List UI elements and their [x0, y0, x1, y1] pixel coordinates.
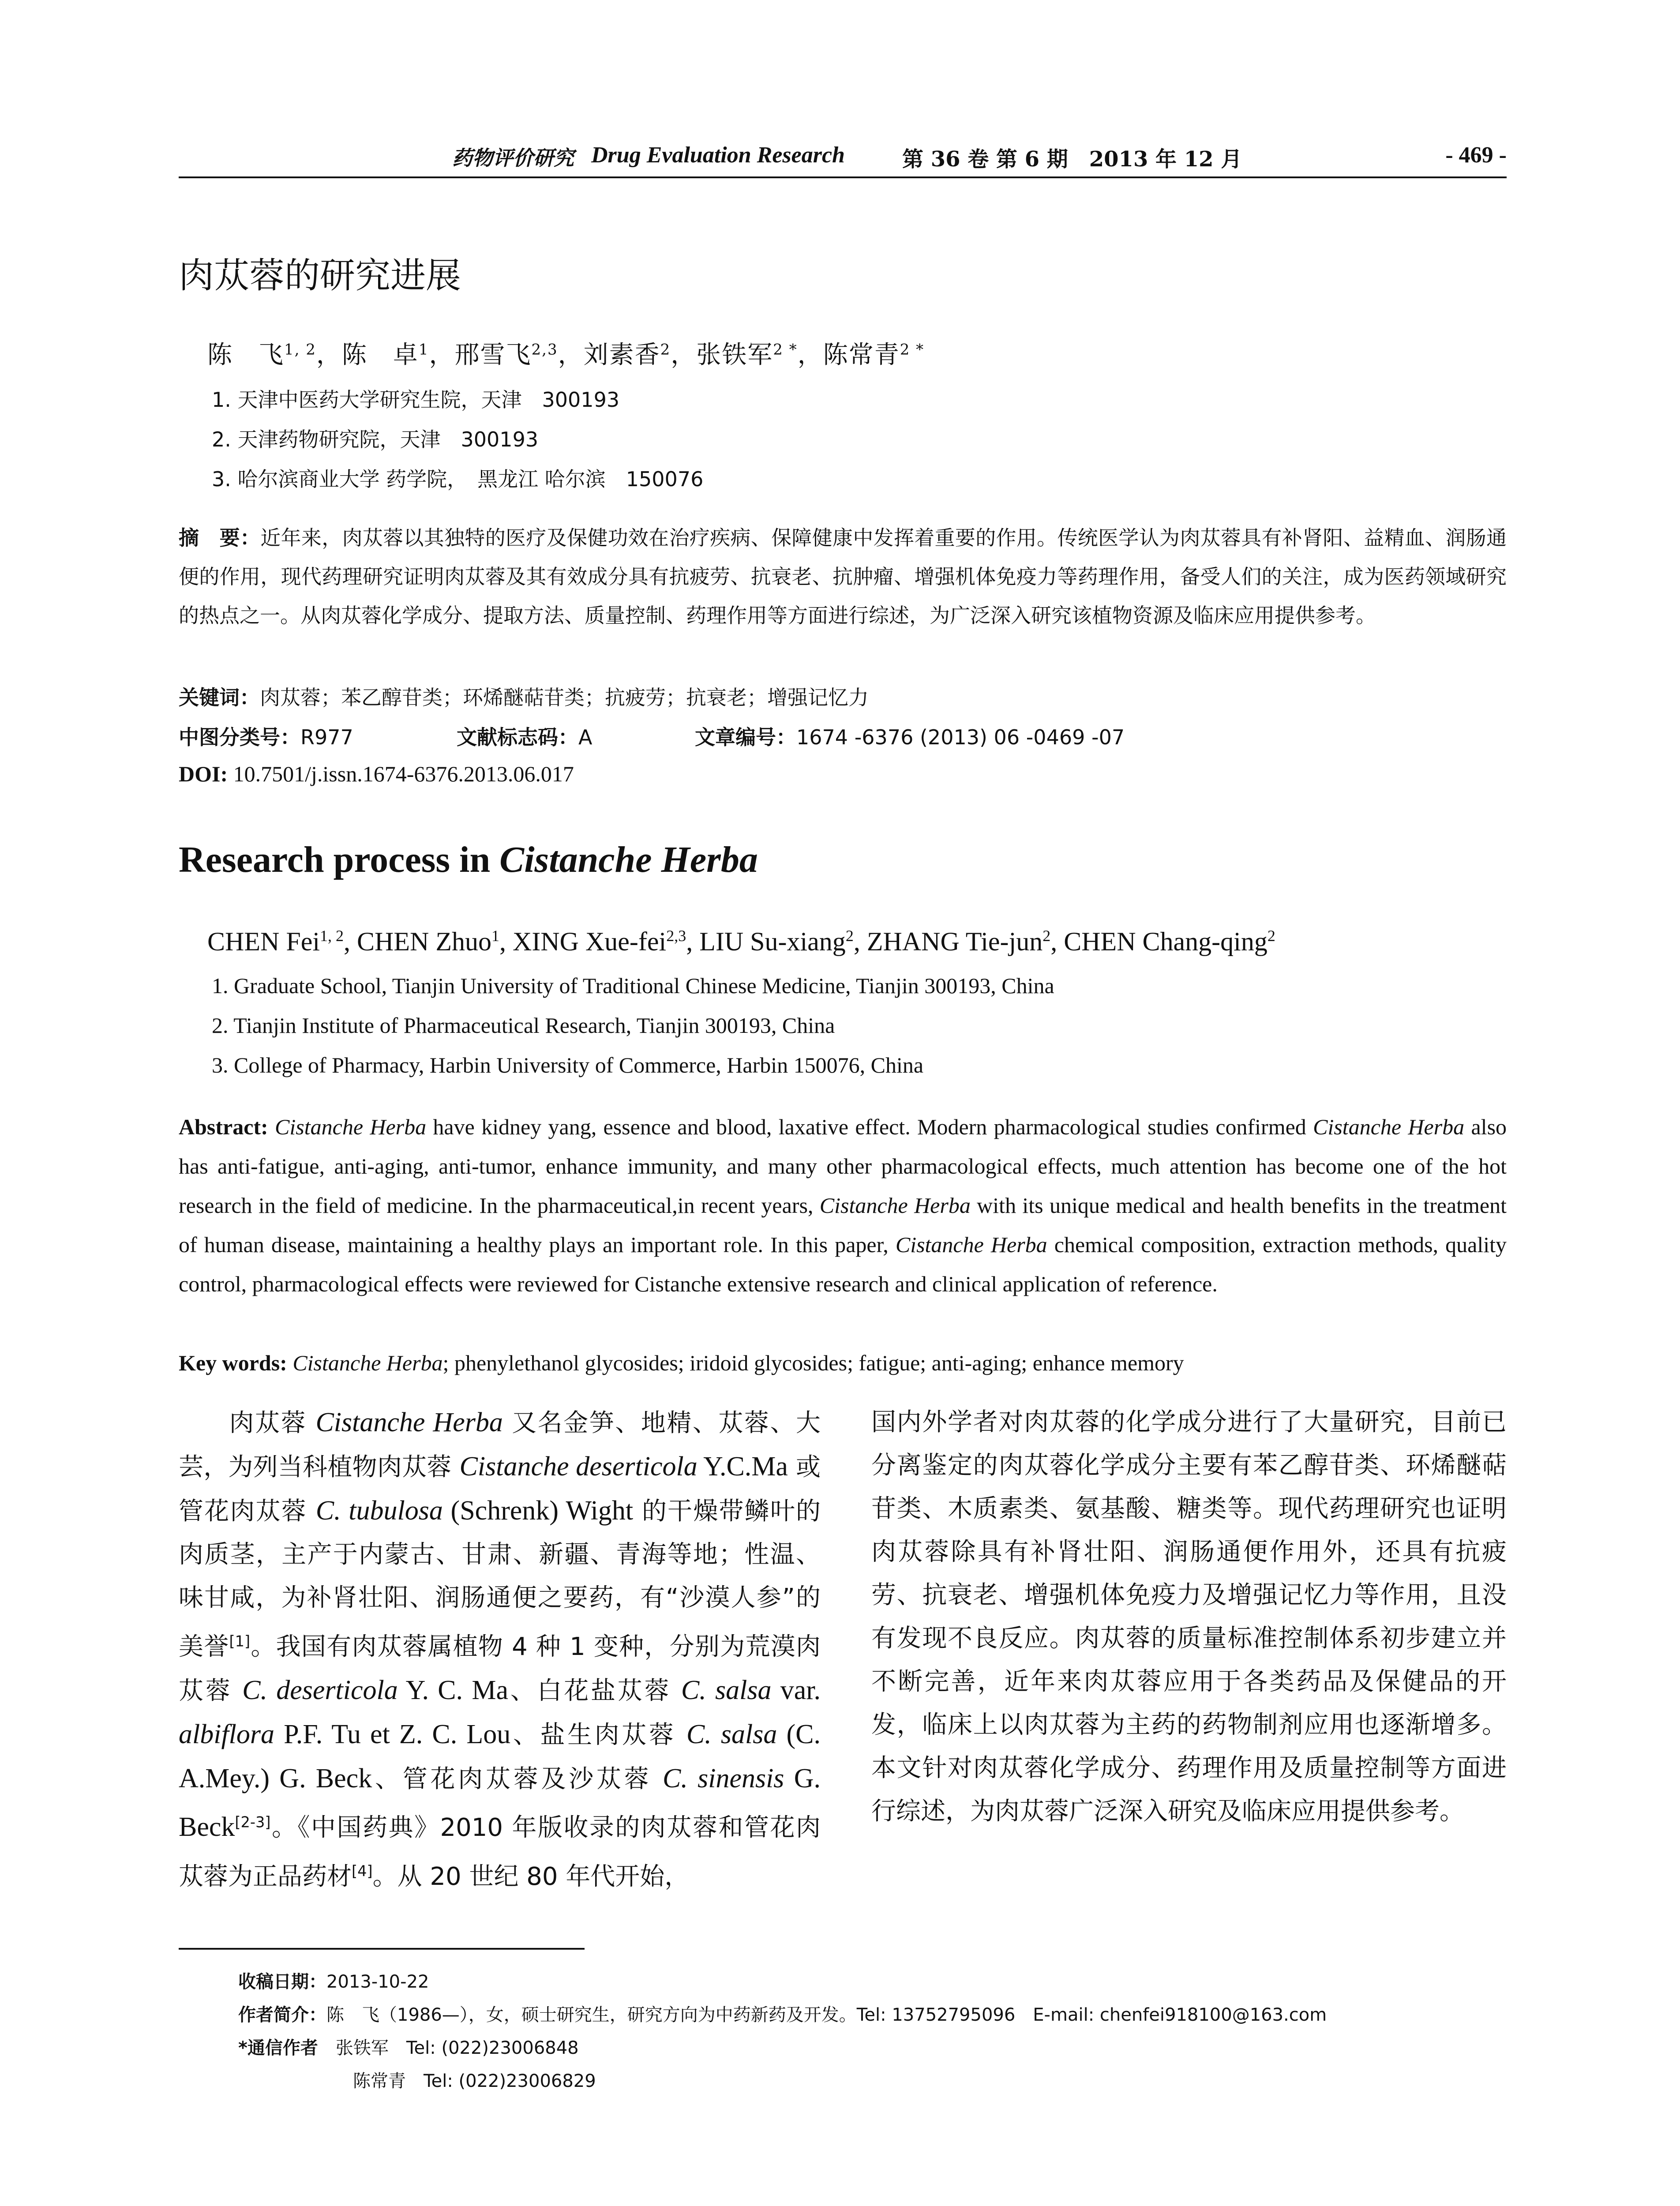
- text-run: G. Beck: [179, 1763, 821, 1842]
- author-name: CHEN Fei: [207, 927, 320, 956]
- footnote-divider: [179, 1948, 585, 1950]
- keywords-label-cn: 关键词：: [179, 686, 260, 709]
- author-name: 刘素香: [583, 341, 660, 369]
- italic-term: Cistanche Herba: [275, 1114, 427, 1139]
- author-affiliation-mark: 2,3: [531, 341, 558, 359]
- body-column-left: [179, 1401, 821, 1898]
- author-list-cn: 陈 飞$^{1, 2}$，陈 卓$^1$，邢雪飞$^{2,3}$，刘素香$^2$，张铁军$^{2 *}$，陈常青$^{2 *}$: [207, 341, 925, 369]
- text-run: 。《中国药典》2010 年版收录的肉苁蓉和管花肉苁蓉为正品药材: [179, 1813, 821, 1891]
- footnote-author-bio: [238, 2001, 1327, 2026]
- citation-mark: [1]: [229, 1632, 251, 1650]
- classification-line: [179, 721, 1125, 750]
- author-affiliation-mark: 2 *: [900, 341, 925, 359]
- text-run: 。我国有肉苁蓉属植物 4 种 1 变种，分别为荒漠肉苁蓉: [179, 1632, 821, 1705]
- italic-term: C. sinensis: [662, 1763, 784, 1793]
- italic-term: Cistanche Herba: [1313, 1114, 1465, 1139]
- doi-line: [179, 761, 574, 787]
- text-run: 的干燥带鳞叶的肉质茎，主产于内蒙古、甘肃、新疆、青海等地；性温、味甘咸，为补肾壮阳、润肠通便之要药，有“沙漠人参”的美誉: [179, 1497, 821, 1661]
- citation-mark: [2-3]: [235, 1813, 271, 1831]
- keywords-label-en: Key words:: [179, 1351, 287, 1375]
- keywords-en: [179, 1343, 1507, 1383]
- affiliation-en-2: 2. Tianjin Institute of Pharmaceutical Research, Tianjin 300193, China: [212, 1013, 835, 1038]
- text-run: 肉苁蓉: [228, 1409, 316, 1437]
- abstract-text-en: [179, 1114, 1507, 1296]
- text-run: with its unique medical and health benefits in the treatment of human disease, maintaining a healthy plays an important role. In this paper,: [179, 1193, 1507, 1257]
- text-run: (Schrenk) Wight: [442, 1496, 634, 1526]
- text-run: ; phenylethanol glycosides; iridoid glycosides; fatigue; anti-aging; enhance memory: [442, 1351, 1184, 1375]
- author-affiliation-mark: 2: [1042, 927, 1051, 945]
- affiliation-en-1: 1. Graduate School, Tianjin University of Traditional Chinese Medicine, Tianjin 300193, China: [212, 973, 1054, 998]
- clc-value: R977: [300, 725, 353, 749]
- title-en-italic: Cistanche Herba: [499, 839, 758, 880]
- text-run: chemical composition, extraction methods, quality control, pharmacological effects were reviewed for Cistanche extensive research and clinical application of reference.: [179, 1232, 1507, 1296]
- abstract-label-cn: 摘 要：: [179, 526, 261, 550]
- author-name: CHEN Chang-qing: [1064, 927, 1268, 956]
- text-run: 、白花盐苁蓉: [508, 1676, 681, 1705]
- paper-title-en: [179, 838, 758, 881]
- author-name: 邢雪飞: [454, 341, 532, 369]
- article-no-label: 文章编号：: [695, 725, 796, 749]
- text-run: 、管花肉苁蓉及沙苁蓉: [372, 1764, 663, 1793]
- article-no-value: 1674 -6376 (2013) 06 -0469 -07: [796, 725, 1125, 749]
- text-run: 或管花肉苁蓉: [179, 1453, 821, 1526]
- italic-term: Cistanche Herba: [292, 1351, 443, 1375]
- abstract-label-en: Abstract:: [179, 1114, 268, 1139]
- italic-term: Cistanche Herba: [819, 1193, 971, 1218]
- author-name: LIU Su-xiang: [699, 927, 846, 956]
- text-run: var.: [771, 1675, 821, 1705]
- text-run: have kidney yang, essence and blood, laxative effect. Modern pharmacological studies confirmed: [426, 1114, 1313, 1139]
- abstract-cn: [179, 518, 1507, 635]
- bio-text: 陈 飞（1986—），女，硕士研究生，研究方向为中药新药及开发。Tel: 13752795096 E-mail: chenfei918100@163.com: [326, 2005, 1327, 2025]
- author-affiliation-mark: 2 *: [773, 341, 798, 359]
- text-run: 又名金笋、地精、苁蓉、大芸，为列当科植物肉苁蓉: [179, 1409, 821, 1482]
- author-name: ZHANG Tie-jun: [866, 927, 1043, 956]
- affiliation-en-3: 3. College of Pharmacy, Harbin University of Commerce, Harbin 150076, China: [212, 1053, 924, 1077]
- text-run: Y.C.Ma: [697, 1452, 788, 1482]
- doi-link[interactable]: 10.7501/j.issn.1674-6376.2013.06.017: [233, 762, 574, 786]
- keywords-text-en: [292, 1351, 1184, 1375]
- page-number: - 469 -: [1445, 143, 1507, 168]
- author-affiliation-mark: 1: [491, 927, 499, 945]
- affiliation-cn-2: 2. 天津药物研究院，天津 300193: [212, 428, 539, 451]
- footnote-received: [238, 1968, 429, 1993]
- header-divider: [179, 176, 1507, 178]
- author-name: XING Xue-fei: [512, 927, 667, 956]
- italic-term: C. deserticola: [242, 1675, 398, 1705]
- author-name: 张铁军: [696, 341, 773, 369]
- italic-term: albiflora: [179, 1719, 275, 1749]
- clc-label: 中图分类号：: [179, 725, 300, 749]
- doc-code-label: 文献标志码：: [457, 725, 578, 749]
- author-affiliation-mark: 2: [845, 927, 854, 945]
- italic-term: C. salsa: [681, 1675, 772, 1705]
- running-header: [179, 140, 1507, 171]
- body-column-right: 国内外学者对肉苁蓉的化学成分进行了大量研究，目前已分离鉴定的肉苁蓉化学成分主要有苯乙醇苷类、环烯醚萜苷类、木质素类、氨基酸、糖类等。现代药理研究也证明肉苁蓉除具有补肾壮阳、润肠通便作用外，还具有抗疲劳、抗衰老、增强机体免疫力及增强记忆力等作用，且没有发现不良反应。肉苁蓉的质量标准控制体系初步建立并不断完善，近年来肉苁蓉应用于各类药品及保健品的开发，临床上以肉苁蓉为主药的药物制剂应用也逐渐增多。本文针对肉苁蓉化学成分、药理作用及质量控制等方面进行综述，为肉苁蓉广泛深入研究及临床应用提供参考。: [871, 1408, 1507, 1826]
- doc-code-value: A: [578, 725, 592, 749]
- abstract-en: [179, 1107, 1507, 1304]
- italic-term: C. tubulosa: [315, 1496, 443, 1526]
- affiliation-cn-1: 1. 天津中医药大学研究生院，天津 300193: [212, 388, 620, 412]
- footnote-corresponding: [238, 2034, 579, 2059]
- doi-label: DOI:: [179, 762, 228, 786]
- author-affiliation-mark: 2: [1267, 927, 1275, 945]
- author-affiliation-mark: 1: [418, 341, 429, 359]
- text-run: Y. C. Ma: [398, 1675, 508, 1705]
- author-name: 陈常青: [823, 341, 900, 369]
- author-name: 陈 卓: [341, 341, 419, 369]
- text-run: 。从 20 世纪 80 年代开始，: [372, 1862, 690, 1891]
- issue-info: 第 36 卷 第 6 期 2013 年 12 月: [902, 147, 1242, 172]
- footnote-corresponding-2: 陈常青 Tel: (022)23006829: [353, 2071, 596, 2091]
- author-name: 陈 飞: [207, 341, 284, 369]
- bio-label: 作者简介：: [238, 2005, 326, 2025]
- abstract-text-cn: 近年来，肉苁蓉以其独特的医疗及保健功效在治疗疾病、保障健康中发挥着重要的作用。传统医学认为肉苁蓉具有补肾阳、益精血、润肠通便的作用，现代药理研究证明肉苁蓉及其有效成分具有抗疲劳、抗衰老、抗肿瘤、增强机体免疫力等药理作用，备受人们的关注，成为医药领域研究的热点之一。从肉苁蓉化学成分、提取方法、质量控制、药理作用等方面进行综述，为广泛深入研究该植物资源及临床应用提供参考。: [179, 526, 1507, 627]
- italic-term: Cistanche deserticola: [459, 1452, 698, 1482]
- text-run: P.F. Tu et Z. C. Lou: [274, 1719, 511, 1749]
- author-affiliation-mark: 2: [660, 341, 671, 359]
- author-affiliation-mark: 1, 2: [320, 927, 344, 945]
- journal-logo-cn: 药物评价研究: [452, 146, 574, 170]
- corr-label: *通信作者: [238, 2038, 318, 2058]
- received-date: 2013-10-22: [326, 1972, 429, 1992]
- affiliation-cn-3: 3. 哈尔滨商业大学 药学院， 黑龙江 哈尔滨 150076: [212, 467, 704, 491]
- citation-mark: [4]: [352, 1862, 373, 1880]
- author-affiliation-mark: 2,3: [666, 927, 686, 945]
- journal-name: Drug Evaluation Research: [591, 143, 845, 168]
- keywords-text-cn: 肉苁蓉；苯乙醇苷类；环烯醚萜苷类；抗疲劳；抗衰老；增强记忆力: [260, 686, 869, 709]
- author-affiliation-mark: 1, 2: [284, 341, 316, 359]
- italic-term: C. salsa: [686, 1719, 777, 1749]
- received-label: 收稿日期：: [238, 1972, 326, 1992]
- paper-title-cn: 肉苁蓉的研究进展: [179, 255, 461, 296]
- author-name: CHEN Zhuo: [357, 927, 491, 956]
- body-text-left: [179, 1409, 821, 1891]
- italic-term: Cistanche Herba: [895, 1232, 1047, 1257]
- text-run: (C. A.Mey.) G. Beck: [179, 1719, 821, 1793]
- author-list-en: CHEN Fei$^{1, 2}$, CHEN Zhuo$^1$, XING Xue-fei$^{2,3}$, LIU Su-xiang$^2$, ZHANG Tie-jun$^2$, CHEN Chang-qing$^2$: [207, 927, 1275, 956]
- text-run: also has anti-fatigue, anti-aging, anti-tumor, enhance immunity, and many other pharmacological effects, much attention has become one of the hot research in the field of medicine. In the pharmaceutical,in recent years,: [179, 1114, 1507, 1218]
- keywords-cn: [179, 682, 869, 711]
- corr-author-1: 张铁军 Tel: (022)23006848: [335, 2038, 579, 2058]
- text-run: 、盐生肉苁蓉: [510, 1720, 686, 1749]
- italic-term: Cistanche Herba: [315, 1407, 503, 1437]
- title-en-plain: Research process in: [179, 839, 500, 880]
